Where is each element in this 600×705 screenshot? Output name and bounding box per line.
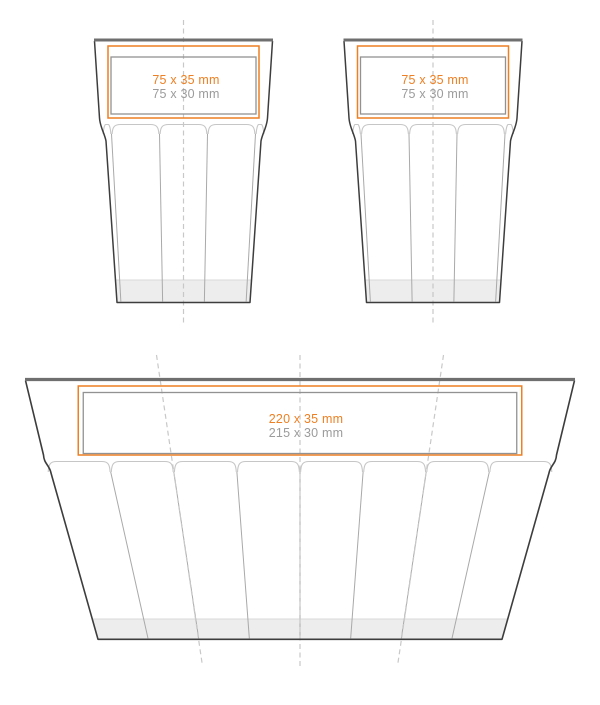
glass-unwrapped [25,355,575,666]
base-band [116,280,251,302]
max-print-area-label: 75 x 35 mm [401,73,469,87]
glass-front-right [344,20,523,326]
max-print-area-label: 75 x 35 mm [152,73,220,87]
max-print-area-label: 220 x 35 mm [268,412,344,426]
glass-front-left [94,20,273,326]
std-print-area-label: 215 x 30 mm [268,426,344,440]
std-print-area-label: 75 x 30 mm [152,86,220,101]
std-print-area-label: 75 x 30 mm [401,86,469,101]
base-band [365,280,500,302]
